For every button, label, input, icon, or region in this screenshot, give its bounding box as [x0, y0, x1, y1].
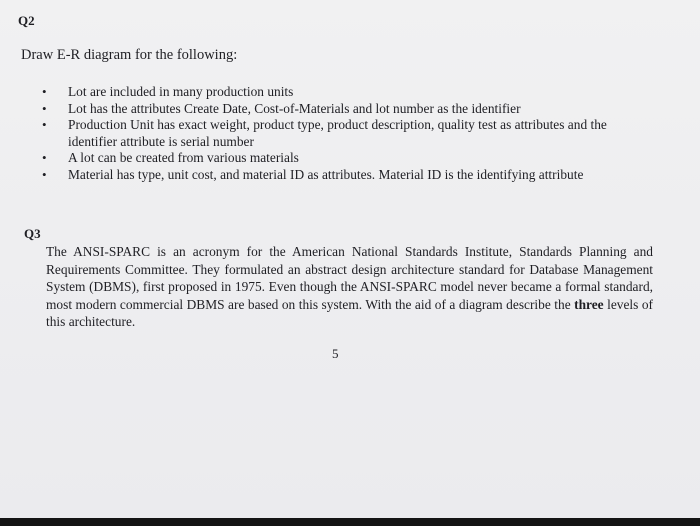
list-item: [42, 117, 652, 150]
question-3-text-end: levels of this architecture.: [46, 296, 653, 329]
question-3-paragraph: [46, 243, 653, 331]
list-item: [42, 150, 652, 167]
bullet-icon: •: [42, 100, 47, 116]
question-3-emphasis: three: [574, 296, 604, 312]
bullet-icon: •: [42, 150, 47, 166]
question-3-text-start: The ANSI-SPARC is an acronym for the American National Standards Institute, Standards Planning and Requirements Committee. They formulated an abstract design architecture standard for Database Management System (DBMS), first proposed in 1975. Even though the ANSI-SPARC model never became a formal standard, most modern commercial DBMS are based on this system. With the aid of a diagram describe the: [46, 244, 653, 312]
bullet-icon: •: [42, 84, 47, 99]
question-2-requirements-list: [42, 84, 652, 184]
bullet-icon: •: [42, 117, 47, 133]
list-item: [42, 84, 652, 101]
list-item: [42, 167, 652, 184]
list-item-text: Lot has the attributes Create Date, Cost-of-Materials and lot number as the identifier: [68, 100, 521, 116]
list-item-text: Lot are included in many production units: [68, 84, 294, 99]
list-item-text: A lot can be created from various materials: [68, 150, 299, 166]
screen-bottom-edge: [0, 518, 700, 526]
list-item: [42, 101, 652, 118]
question-2-intro: Draw E-R diagram for the following:: [21, 47, 238, 63]
question-2-heading: Q2: [18, 13, 35, 28]
list-item-text: Production Unit has exact weight, product type, product description, quality test as attributes and the identifier attribute is serial number: [68, 117, 607, 149]
list-item-text: Material has type, unit cost, and material ID as attributes. Material ID is the identifying attribute: [68, 166, 584, 182]
question-3-marks: 5: [332, 346, 339, 361]
bullet-icon: •: [42, 166, 47, 182]
question-3-heading: Q3: [24, 226, 41, 241]
